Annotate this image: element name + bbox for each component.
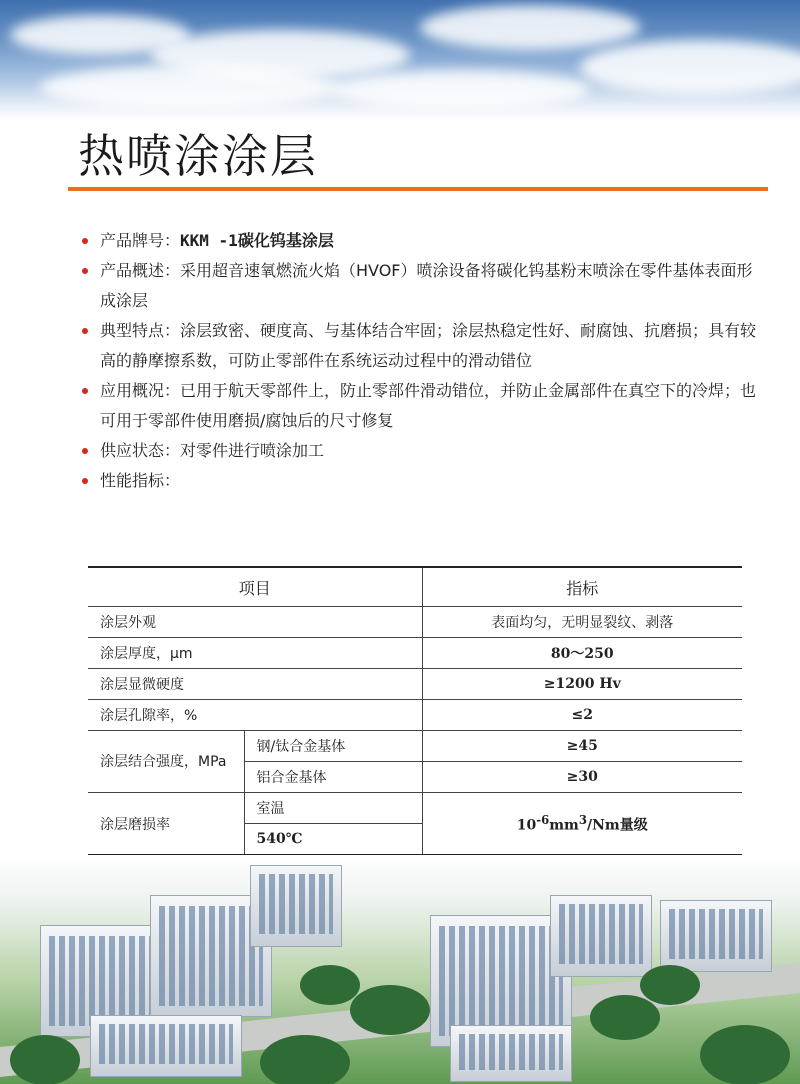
bullet-text: 涂层致密、硬度高、与基体结合牢固；涂层热稳定性好、耐腐蚀、抗磨损；具有较高的静摩擦系数，可防止零部件在系统运动过程中的滑动错位 bbox=[100, 321, 757, 370]
bullet-label: 产品牌号： bbox=[100, 231, 181, 250]
table-row bbox=[88, 731, 742, 762]
bullet-label: 应用概况： bbox=[100, 381, 181, 400]
row-value: ≥45 bbox=[422, 731, 742, 762]
row-label: 涂层孔隙率，% bbox=[88, 700, 422, 731]
row-label: 涂层外观 bbox=[88, 607, 422, 638]
table-row bbox=[88, 669, 742, 700]
bullet-item bbox=[82, 316, 762, 376]
row-value: ≥1200 Hv bbox=[422, 669, 742, 700]
bullet-item bbox=[82, 226, 762, 256]
row-label: 涂层厚度，μm bbox=[88, 638, 422, 669]
bullet-item bbox=[82, 436, 762, 466]
row-sublabel: 铝合金基体 bbox=[244, 762, 422, 793]
row-sublabel: 钢/钛合金基体 bbox=[244, 731, 422, 762]
row-value: 80～250 bbox=[422, 638, 742, 669]
row-label: 涂层结合强度，MPa bbox=[88, 731, 244, 793]
bullet-text: 已用于航天零部件上，防止零部件滑动错位，并防止金属部件在真空下的冷焊；也可用于零部件使用磨损/腐蚀后的尺寸修复 bbox=[100, 381, 757, 430]
bullet-item bbox=[82, 376, 762, 436]
bullet-text: KKM -1碳化钨基涂层 bbox=[180, 231, 334, 250]
campus-illustration bbox=[0, 855, 800, 1084]
row-value: $10^{-6}mm^3/Nm$量级 bbox=[422, 793, 742, 856]
bullet-label: 供应状态： bbox=[100, 441, 181, 460]
bullet-list bbox=[82, 226, 762, 496]
bullet-label: 性能指标： bbox=[100, 471, 181, 490]
bullet-text: 对零件进行喷涂加工 bbox=[180, 441, 325, 460]
bullet-text: 采用超音速氧燃流火焰（HVOF）喷涂设备将碳化钨基粉末喷涂在零件基体表面形成涂层 bbox=[100, 261, 753, 310]
sky-header-image bbox=[0, 0, 800, 120]
row-value: ≤2 bbox=[422, 700, 742, 731]
row-sublabel: 室温 bbox=[244, 793, 422, 824]
row-label: 涂层磨损率 bbox=[88, 793, 244, 856]
table-row bbox=[88, 607, 742, 638]
bullet-dot bbox=[82, 238, 88, 244]
row-value: 表面均匀，无明显裂纹、剥落 bbox=[422, 607, 742, 638]
row-sublabel: 540℃ bbox=[244, 824, 422, 856]
table-header-row bbox=[88, 567, 742, 607]
header-item: 项目 bbox=[88, 567, 422, 607]
table-row bbox=[88, 700, 742, 731]
bullet-label: 产品概述： bbox=[100, 261, 181, 280]
bullet-item bbox=[82, 256, 762, 316]
title-underline bbox=[68, 187, 768, 191]
table-row bbox=[88, 793, 742, 824]
row-label: 涂层显微硬度 bbox=[88, 669, 422, 700]
row-value: ≥30 bbox=[422, 762, 742, 793]
page-title: 热喷涂涂层 bbox=[78, 129, 318, 183]
bullet-item bbox=[82, 466, 762, 496]
bullet-dot bbox=[82, 268, 88, 274]
header-value: 指标 bbox=[422, 567, 742, 607]
bullet-dot bbox=[82, 478, 88, 484]
bullet-dot bbox=[82, 328, 88, 334]
bullet-dot bbox=[82, 388, 88, 394]
table-row bbox=[88, 638, 742, 669]
bullet-dot bbox=[82, 448, 88, 454]
performance-table bbox=[88, 566, 742, 856]
bullet-label: 典型特点： bbox=[100, 321, 181, 340]
